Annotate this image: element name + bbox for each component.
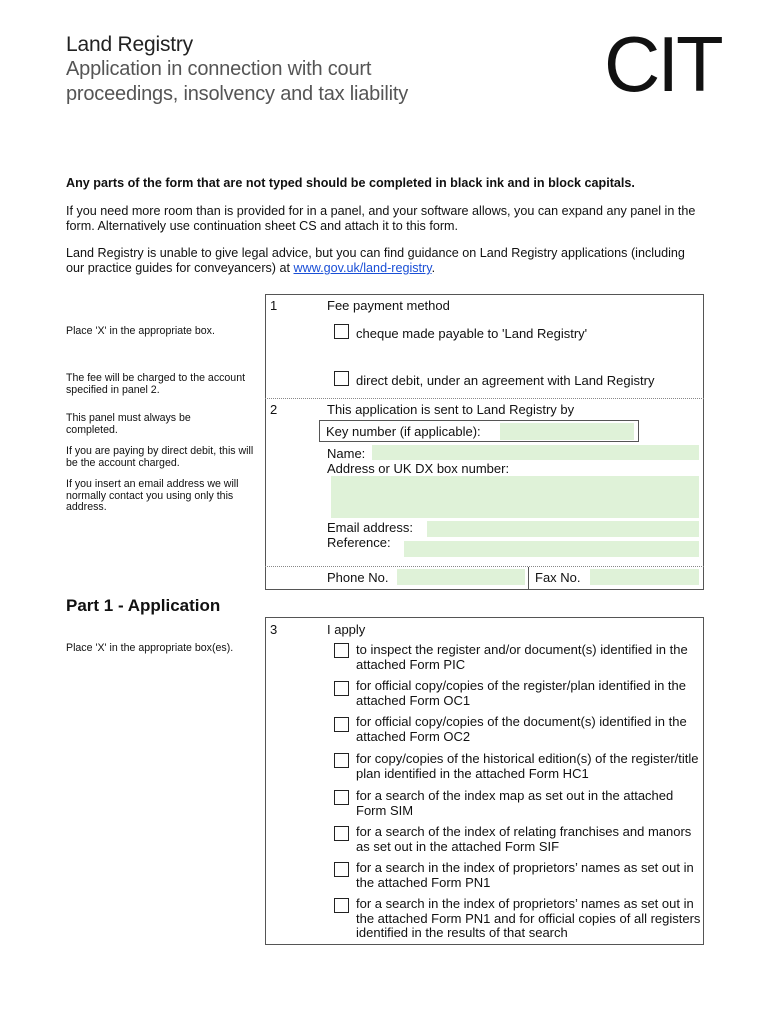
- fax-input[interactable]: [590, 569, 699, 585]
- apply-oc2-label: for official copy/copies of the document(s) identified in the attached Form OC2: [356, 714, 687, 744]
- key-number-input[interactable]: [500, 423, 634, 440]
- side-note-place-x-boxes: Place 'X' in the appropriate box(es).: [66, 642, 234, 654]
- side-note-direct-debit: If you are paying by direct debit, this will be the account charged.: [66, 445, 254, 469]
- form-code: CIT: [604, 20, 721, 108]
- guidance-end: .: [431, 261, 436, 275]
- apply-pic-checkbox[interactable]: [334, 643, 349, 658]
- apply-hc1-label: for copy/copies of the historical edition(s) of the register/title plan identified in the attached Form HC1: [356, 751, 699, 781]
- fee-direct-debit-label: direct debit, under an agreement with Land Registry: [356, 373, 655, 388]
- name-input[interactable]: [372, 445, 699, 460]
- email-label: Email address:: [327, 520, 413, 535]
- name-label: Name:: [327, 446, 366, 461]
- reference-input[interactable]: [404, 541, 699, 557]
- apply-sif-checkbox[interactable]: [334, 826, 349, 841]
- organisation-name: Land Registry: [66, 33, 193, 56]
- panel-3-title: I apply: [327, 622, 366, 637]
- fee-direct-debit-checkbox[interactable]: [334, 371, 349, 386]
- panel-3-number: 3: [270, 622, 278, 637]
- apply-pn1-label: for a search in the index of proprietors’ names as set out in the attached Form PN1: [356, 860, 694, 890]
- side-note-must-complete: This panel must always be completed.: [66, 412, 191, 436]
- apply-sim-label: for a search of the index map as set out in the attached Form SIM: [356, 788, 674, 818]
- fee-cheque-label: cheque made payable to 'Land Registry': [356, 326, 588, 341]
- panel-2-number: 2: [270, 402, 278, 417]
- form-title-line-1: Application in connection with court: [66, 58, 372, 80]
- address-input[interactable]: [331, 476, 699, 518]
- intro-paragraph-guidance: [66, 246, 702, 276]
- panel-1-title: Fee payment method: [327, 298, 450, 313]
- apply-sim-checkbox[interactable]: [334, 790, 349, 805]
- part-1-heading: Part 1 - Application: [66, 596, 221, 615]
- panel-divider: [265, 398, 704, 399]
- intro-paragraph-room: If you need more room than is provided for in a panel, and your software allows, you can expand any panel in the form. Alternatively use continuation sheet CS and attach it to this form.: [66, 204, 696, 233]
- apply-hc1-checkbox[interactable]: [334, 753, 349, 768]
- apply-oc2-checkbox[interactable]: [334, 717, 349, 732]
- address-label: Address or UK DX box number:: [327, 461, 510, 476]
- fax-label: Fax No.: [535, 570, 581, 585]
- reference-label: Reference:: [327, 535, 391, 550]
- apply-oc1-label: for official copy/copies of the register/plan identified in the attached Form OC1: [356, 678, 687, 708]
- apply-pn1-copies-checkbox[interactable]: [334, 898, 349, 913]
- apply-pn1-copies-label: for a search in the index of proprietors’ names as set out in the attached Form PN1 and for official copies of all registers identified in the results of that search: [356, 896, 701, 940]
- guidance-text: Land Registry is unable to give legal advice, but you can find guidance on Land Registry applications (including our practice guides for conveyancers) at: [66, 246, 685, 275]
- form-title-line-2: proceedings, insolvency and tax liability: [66, 83, 408, 105]
- intro-bold-text: Any parts of the form that are not typed should be completed in black ink and in block capitals.: [66, 176, 635, 190]
- apply-oc1-checkbox[interactable]: [334, 681, 349, 696]
- phone-input[interactable]: [397, 569, 525, 585]
- side-note-place-x: Place 'X' in the appropriate box.: [66, 325, 215, 337]
- panel-divider: [265, 566, 704, 567]
- panel-2-title: This application is sent to Land Registry by: [327, 402, 575, 417]
- key-number-label: Key number (if applicable):: [326, 424, 481, 439]
- side-note-fee-charged: The fee will be charged to the account specified in panel 2.: [66, 372, 246, 396]
- phone-fax-divider: [528, 567, 529, 590]
- apply-sif-label: for a search of the index of relating franchises and manors as set out in the attached Form SIF: [356, 824, 692, 854]
- intro-bold-note: [66, 176, 702, 191]
- apply-pn1-checkbox[interactable]: [334, 862, 349, 877]
- apply-pic-label: to inspect the register and/or document(s) identified in the attached Form PIC: [356, 642, 688, 672]
- side-note-email: If you insert an email address we will normally contact you using only this address.: [66, 478, 239, 513]
- land-registry-link[interactable]: www.gov.uk/land-registry: [293, 261, 432, 275]
- fee-cheque-checkbox[interactable]: [334, 324, 349, 339]
- email-input[interactable]: [427, 521, 699, 537]
- phone-label: Phone No.: [327, 570, 389, 585]
- panel-1-number: 1: [270, 298, 278, 313]
